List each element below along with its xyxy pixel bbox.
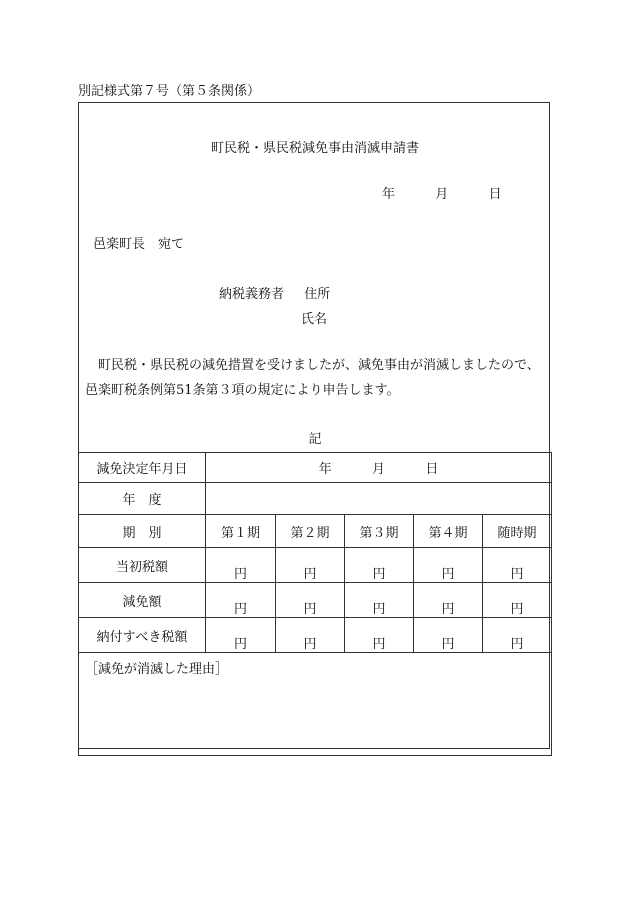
day-label: 日 [425,462,439,477]
declaration-text [85,353,545,403]
period-header-2: 第２期 [276,515,345,548]
initial-tax-cell[interactable]: 円 [206,548,276,583]
month-label: 月 [372,462,386,477]
table-row [79,453,552,483]
taxpayer-label: 納税義務者 [219,287,285,302]
ki-heading: 記 [308,432,322,447]
reason-field[interactable] [79,653,552,756]
fiscal-year-field[interactable] [206,483,552,515]
reduction-table [78,452,552,756]
decision-date-field[interactable] [206,453,552,483]
decision-date-label: 減免決定年月日 [79,453,206,483]
reduction-amount-cell[interactable]: 円 [483,583,552,618]
period-header-1: 第１期 [206,515,276,548]
payable-tax-cell[interactable]: 円 [345,618,414,653]
month-label: 月 [435,187,449,202]
period-header-3: 第３期 [345,515,414,548]
initial-tax-cell[interactable]: 円 [345,548,414,583]
payable-tax-cell[interactable]: 円 [206,618,276,653]
name-label: 氏名 [301,312,328,327]
period-header-4: 第４期 [414,515,483,548]
reduction-amount-label: 減免額 [79,583,206,618]
application-form [78,102,550,749]
reduction-amount-cell[interactable]: 円 [276,583,345,618]
payable-tax-cell[interactable]: 円 [414,618,483,653]
reason-label: ［減免が消滅した理由］ [85,662,229,677]
recipient: 邑楽町長 宛て [93,237,185,252]
initial-tax-cell[interactable]: 円 [276,548,345,583]
table-row [79,548,552,583]
declaration-line-1: 町民税・県民税の減免措置を受けましたが、減免事由が消滅しましたので、 [98,358,540,373]
period-label: 期 別 [79,515,206,548]
fiscal-year-label: 年 度 [79,483,206,515]
day-label: 日 [488,187,502,202]
year-label: 年 [382,187,396,202]
reduction-amount-cell[interactable]: 円 [206,583,276,618]
table-row [79,515,552,548]
form-number-label: 別記様式第７号（第５条関係） [78,84,261,99]
reduction-amount-cell[interactable]: 円 [414,583,483,618]
declaration-line-2: 邑楽町税条例第51条第３項の規定により申告します。 [85,383,400,398]
table-row [79,653,552,756]
payable-tax-cell[interactable]: 円 [483,618,552,653]
initial-tax-cell[interactable]: 円 [483,548,552,583]
initial-tax-cell[interactable]: 円 [414,548,483,583]
address-label: 住所 [304,287,331,302]
application-date [382,183,502,202]
payable-tax-label: 納付すべき税額 [79,618,206,653]
initial-tax-label: 当初税額 [79,548,206,583]
reduction-amount-cell[interactable]: 円 [345,583,414,618]
table-row [79,583,552,618]
taxpayer-address-line [219,283,330,302]
period-header-occasional: 随時期 [483,515,552,548]
year-label: 年 [318,462,332,477]
payable-tax-cell[interactable]: 円 [276,618,345,653]
form-title: 町民税・県民税減免事由消滅申請書 [210,141,419,156]
table-row [79,618,552,653]
table-row [79,483,552,515]
